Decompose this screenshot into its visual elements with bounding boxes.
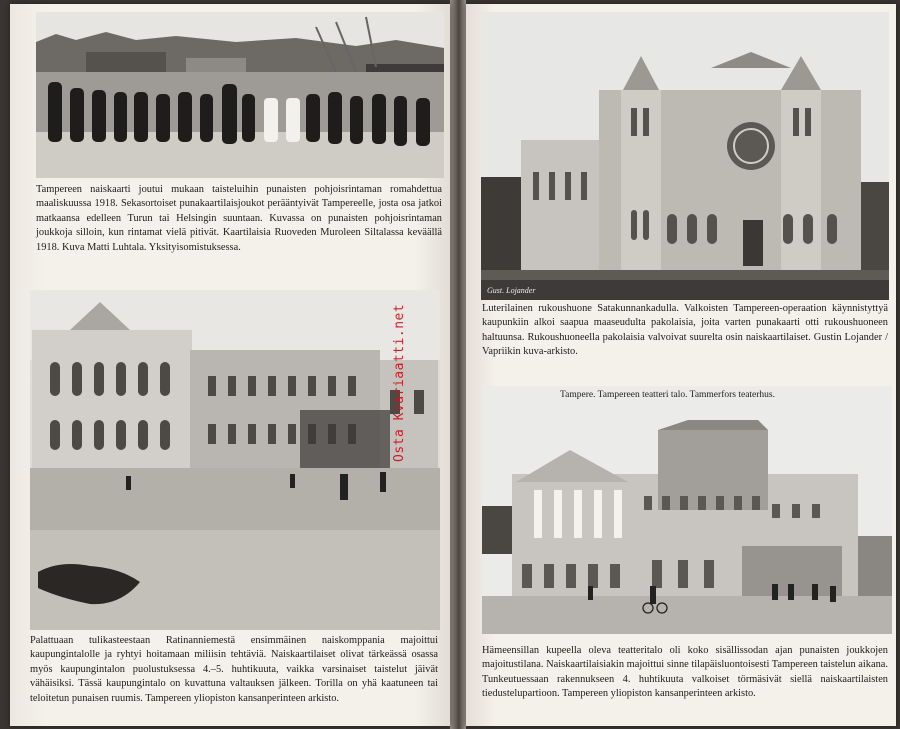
caption-guard-soldiers: Tampereen naiskaarti joutui mukaan taisteluihin punaisten pohjoisrintaman romahdettua maaliskuussa 1918. Sekasortoiset punakaartilaisjoukot perääntyivät Tampereelle, josta osa jatkoi matkaansa edelleen Turun tai Helsingin suuntaan. Kuvassa on punaisten pohjoisrintaman joukkoja silloin, kun rintamat vielä pitivät. Kaartilaisia Ruoveden Muroleen Siltalassa keväällä 1918. Kuva Matti Luhtala. Yksityisomistuksessa. xyxy=(36,184,442,253)
caption-theatre: Hämeensillan kupeella oleva teatteritalo oli koko sisällissodan ajan punaisten joukkojen majoitustilana. Naiskaartilaisiakin majoittui sinne tilapäisluontoisesti Tampereen taistelun aikana. Tunkeutuessaan rakennukseen 4. huhtikuuta valkoiset törmäsivät siellä naiskaartilaisten tiedustelupartioon. Tampereen yliopiston kansanperinteen arkisto. xyxy=(482,645,888,700)
photo-theatre-postcard xyxy=(482,386,892,634)
postcard-label: Tampere. Tampereen teatteri talo. Tammerfors teaterhus. xyxy=(560,390,776,400)
caption-city-hall: Palattuaan tulikasteestaan Ratinanniemestä ensimmäinen naiskomppania majoittui kaupungintalolle ja ryhtyi hoitamaan miliisin tehtäviä. Naiskaartilaiset olivat tärkeässä osassa myös kaupungintalon puolustuksessa 4.–5. huhtikuuta, vaikka varsinaiset taistelut jäivät vähäisiksi. Tässä kaupungintalo on kuvattuna valtauksen jälkeen. Torilla on yhä kaatuneen tai teloitetun punaisen ruumis. Tampereen yliopiston kansanperinteen arkisto. xyxy=(30,635,438,704)
photo-guard-soldiers xyxy=(36,12,444,178)
book-gutter xyxy=(450,0,466,729)
caption-prayer-house: Luterilainen rukoushuone Satakunnankadulla. Valkoisten Tampereen-operaation käynnistyttyä kaupunkiin alkoi saapua maaseudulta pakolaisia, joita varten punakaarti otti rukoushuoneen haltuunsa. Rukoushuoneella pakolaisia valvoivat suurelta osin naiskaartilaiset. Gustin Lojander / Vapriikin kuva-arkisto. xyxy=(482,303,888,358)
watermark: Osta Kvariaatti.net xyxy=(392,303,407,462)
photo-prayer-house xyxy=(481,12,889,300)
photo-signature: Gust. Lojander xyxy=(487,286,536,295)
photo-city-hall xyxy=(30,290,440,630)
